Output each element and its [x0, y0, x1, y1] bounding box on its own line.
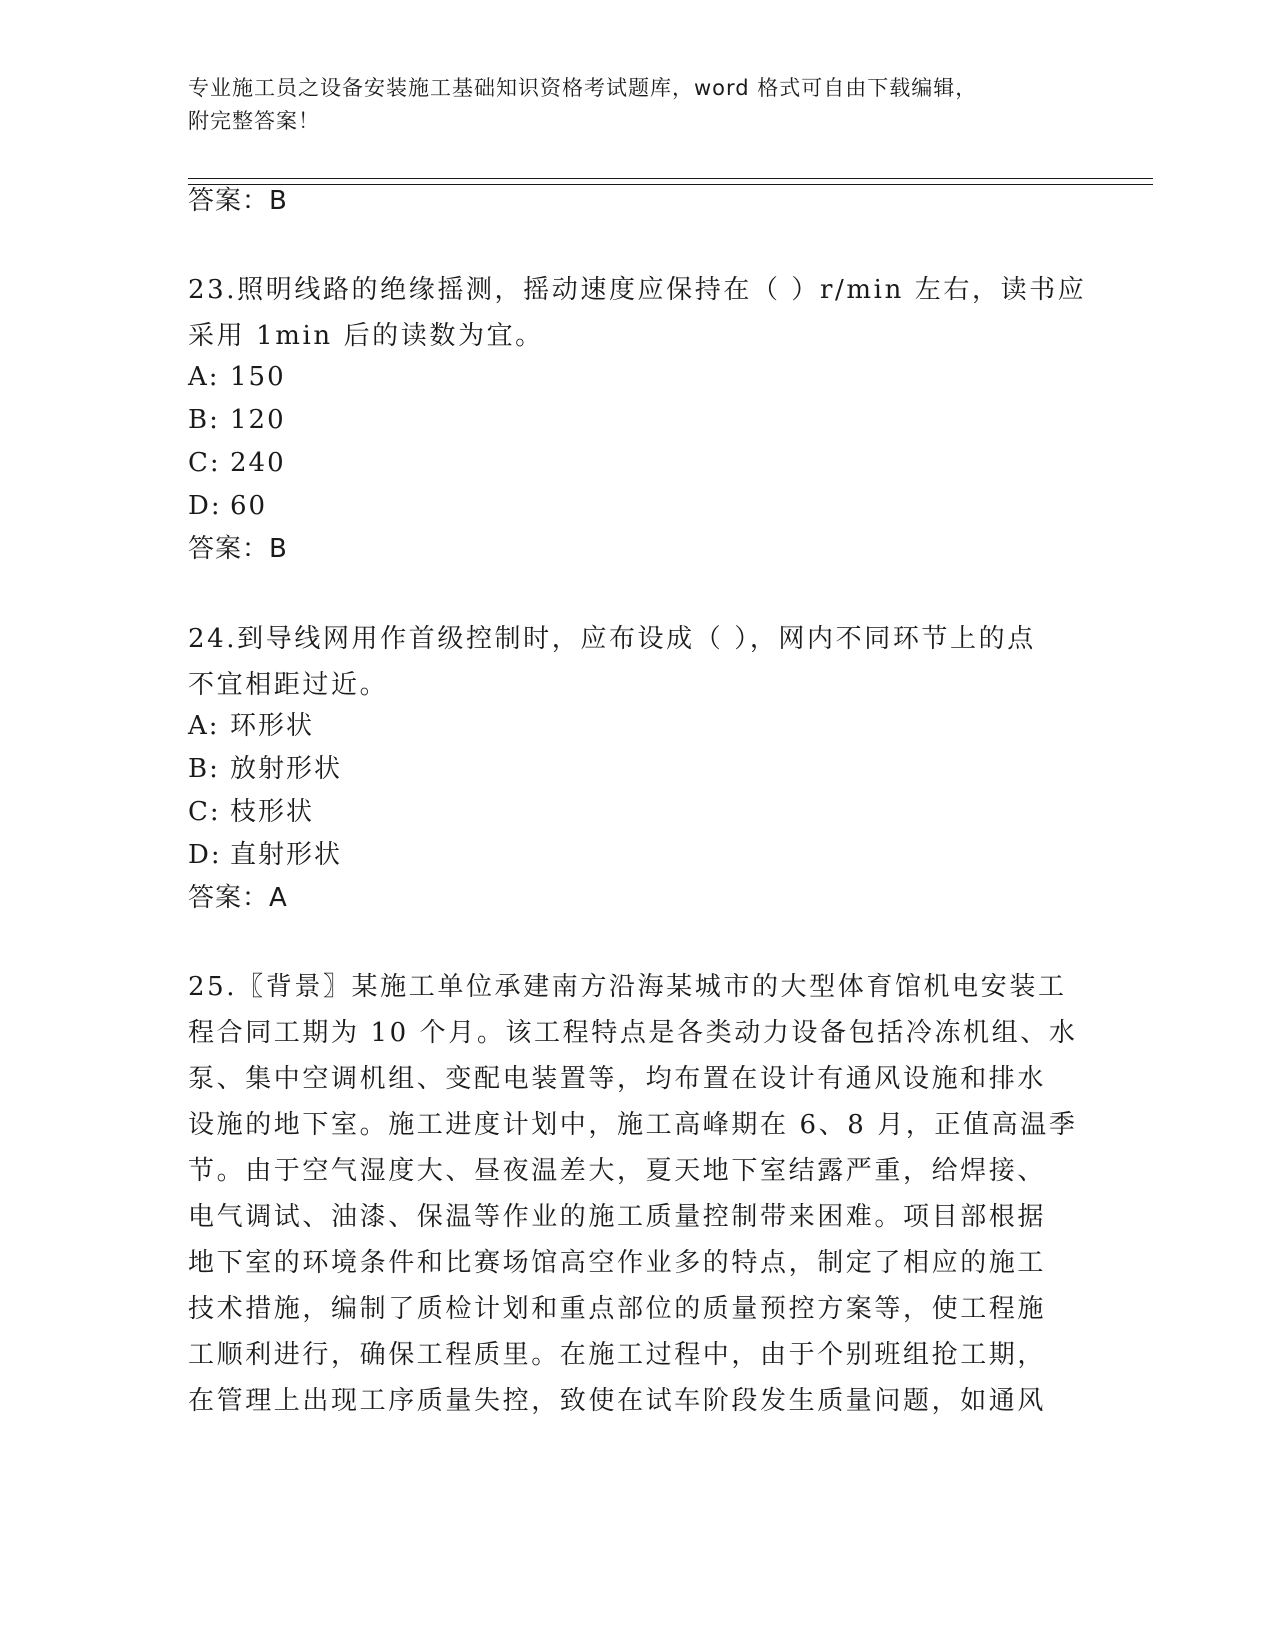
- question-25: [188, 964, 1088, 1424]
- question-25-line: 技术措施，编制了质检计划和重点部位的质量预控方案等，使工程施: [188, 1294, 1047, 1324]
- question-25-line: 在管理上出现工序质量失控，致使在试车阶段发生质量问题，如通风: [188, 1386, 1047, 1416]
- previous-answer: 答案：B: [188, 186, 288, 216]
- page-header: [188, 72, 1088, 138]
- question-23: [188, 267, 1088, 359]
- header-divider: [188, 178, 1153, 185]
- question-25-line: 程合同工期为 10 个月。该工程特点是各类动力设备包括冷冻机组、水: [188, 1018, 1078, 1048]
- question-25-line: 设施的地下室。施工进度计划中，施工高峰期在 6、8 月，正值高温季: [188, 1110, 1078, 1140]
- question-23-answer: 答案：B: [188, 534, 288, 564]
- question-25-line: 泵、集中空调机组、变配电装置等，均布置在设计有通风设施和排水: [188, 1064, 1047, 1094]
- question-25-line: 节。由于空气湿度大、昼夜温差大，夏天地下室结露严重，给焊接、: [188, 1156, 1047, 1186]
- question-23-option-c: C: 240: [188, 448, 286, 478]
- question-24-option-b: B: 放射形状: [188, 754, 343, 784]
- question-24-answer: 答案：A: [188, 883, 288, 913]
- question-23-option-b: B: 120: [188, 405, 286, 435]
- header-line-2: 附完整答案！: [188, 109, 320, 133]
- question-24-line-2: 不宜相距过近。: [188, 670, 389, 700]
- question-25-line: 电气调试、油漆、保温等作业的施工质量控制带来困难。项目部根据: [188, 1202, 1047, 1232]
- question-24-line-1: 24.到导线网用作首级控制时，应布设成（ ），网内不同环节上的点: [188, 624, 1036, 654]
- question-24-option-c: C: 枝形状: [188, 797, 315, 827]
- question-24-option-d: D: 直射形状: [188, 840, 343, 870]
- question-23-option-a: A: 150: [188, 362, 286, 392]
- header-line-1: 专业施工员之设备安装施工基础知识资格考试题库，word 格式可自由下载编辑，: [188, 76, 978, 100]
- question-24-option-a: A: 环形状: [188, 711, 315, 741]
- question-23-line-2: 采用 1min 后的读数为宜。: [188, 321, 544, 351]
- question-25-line: 地下室的环境条件和比赛场馆高空作业多的特点，制定了相应的施工: [188, 1248, 1047, 1278]
- question-23-line-1: 23.照明线路的绝缘摇测，摇动速度应保持在（ ）r/min 左右，读书应: [188, 275, 1087, 305]
- question-25-line: 工顺利进行，确保工程质里。在施工过程中，由于个别班组抢工期，: [188, 1340, 1047, 1370]
- question-25-line: 25.〖背景〗某施工单位承建南方沿海某城市的大型体育馆机电安装工: [188, 972, 1067, 1002]
- question-24: [188, 616, 1088, 708]
- question-23-option-d: D: 60: [188, 491, 268, 521]
